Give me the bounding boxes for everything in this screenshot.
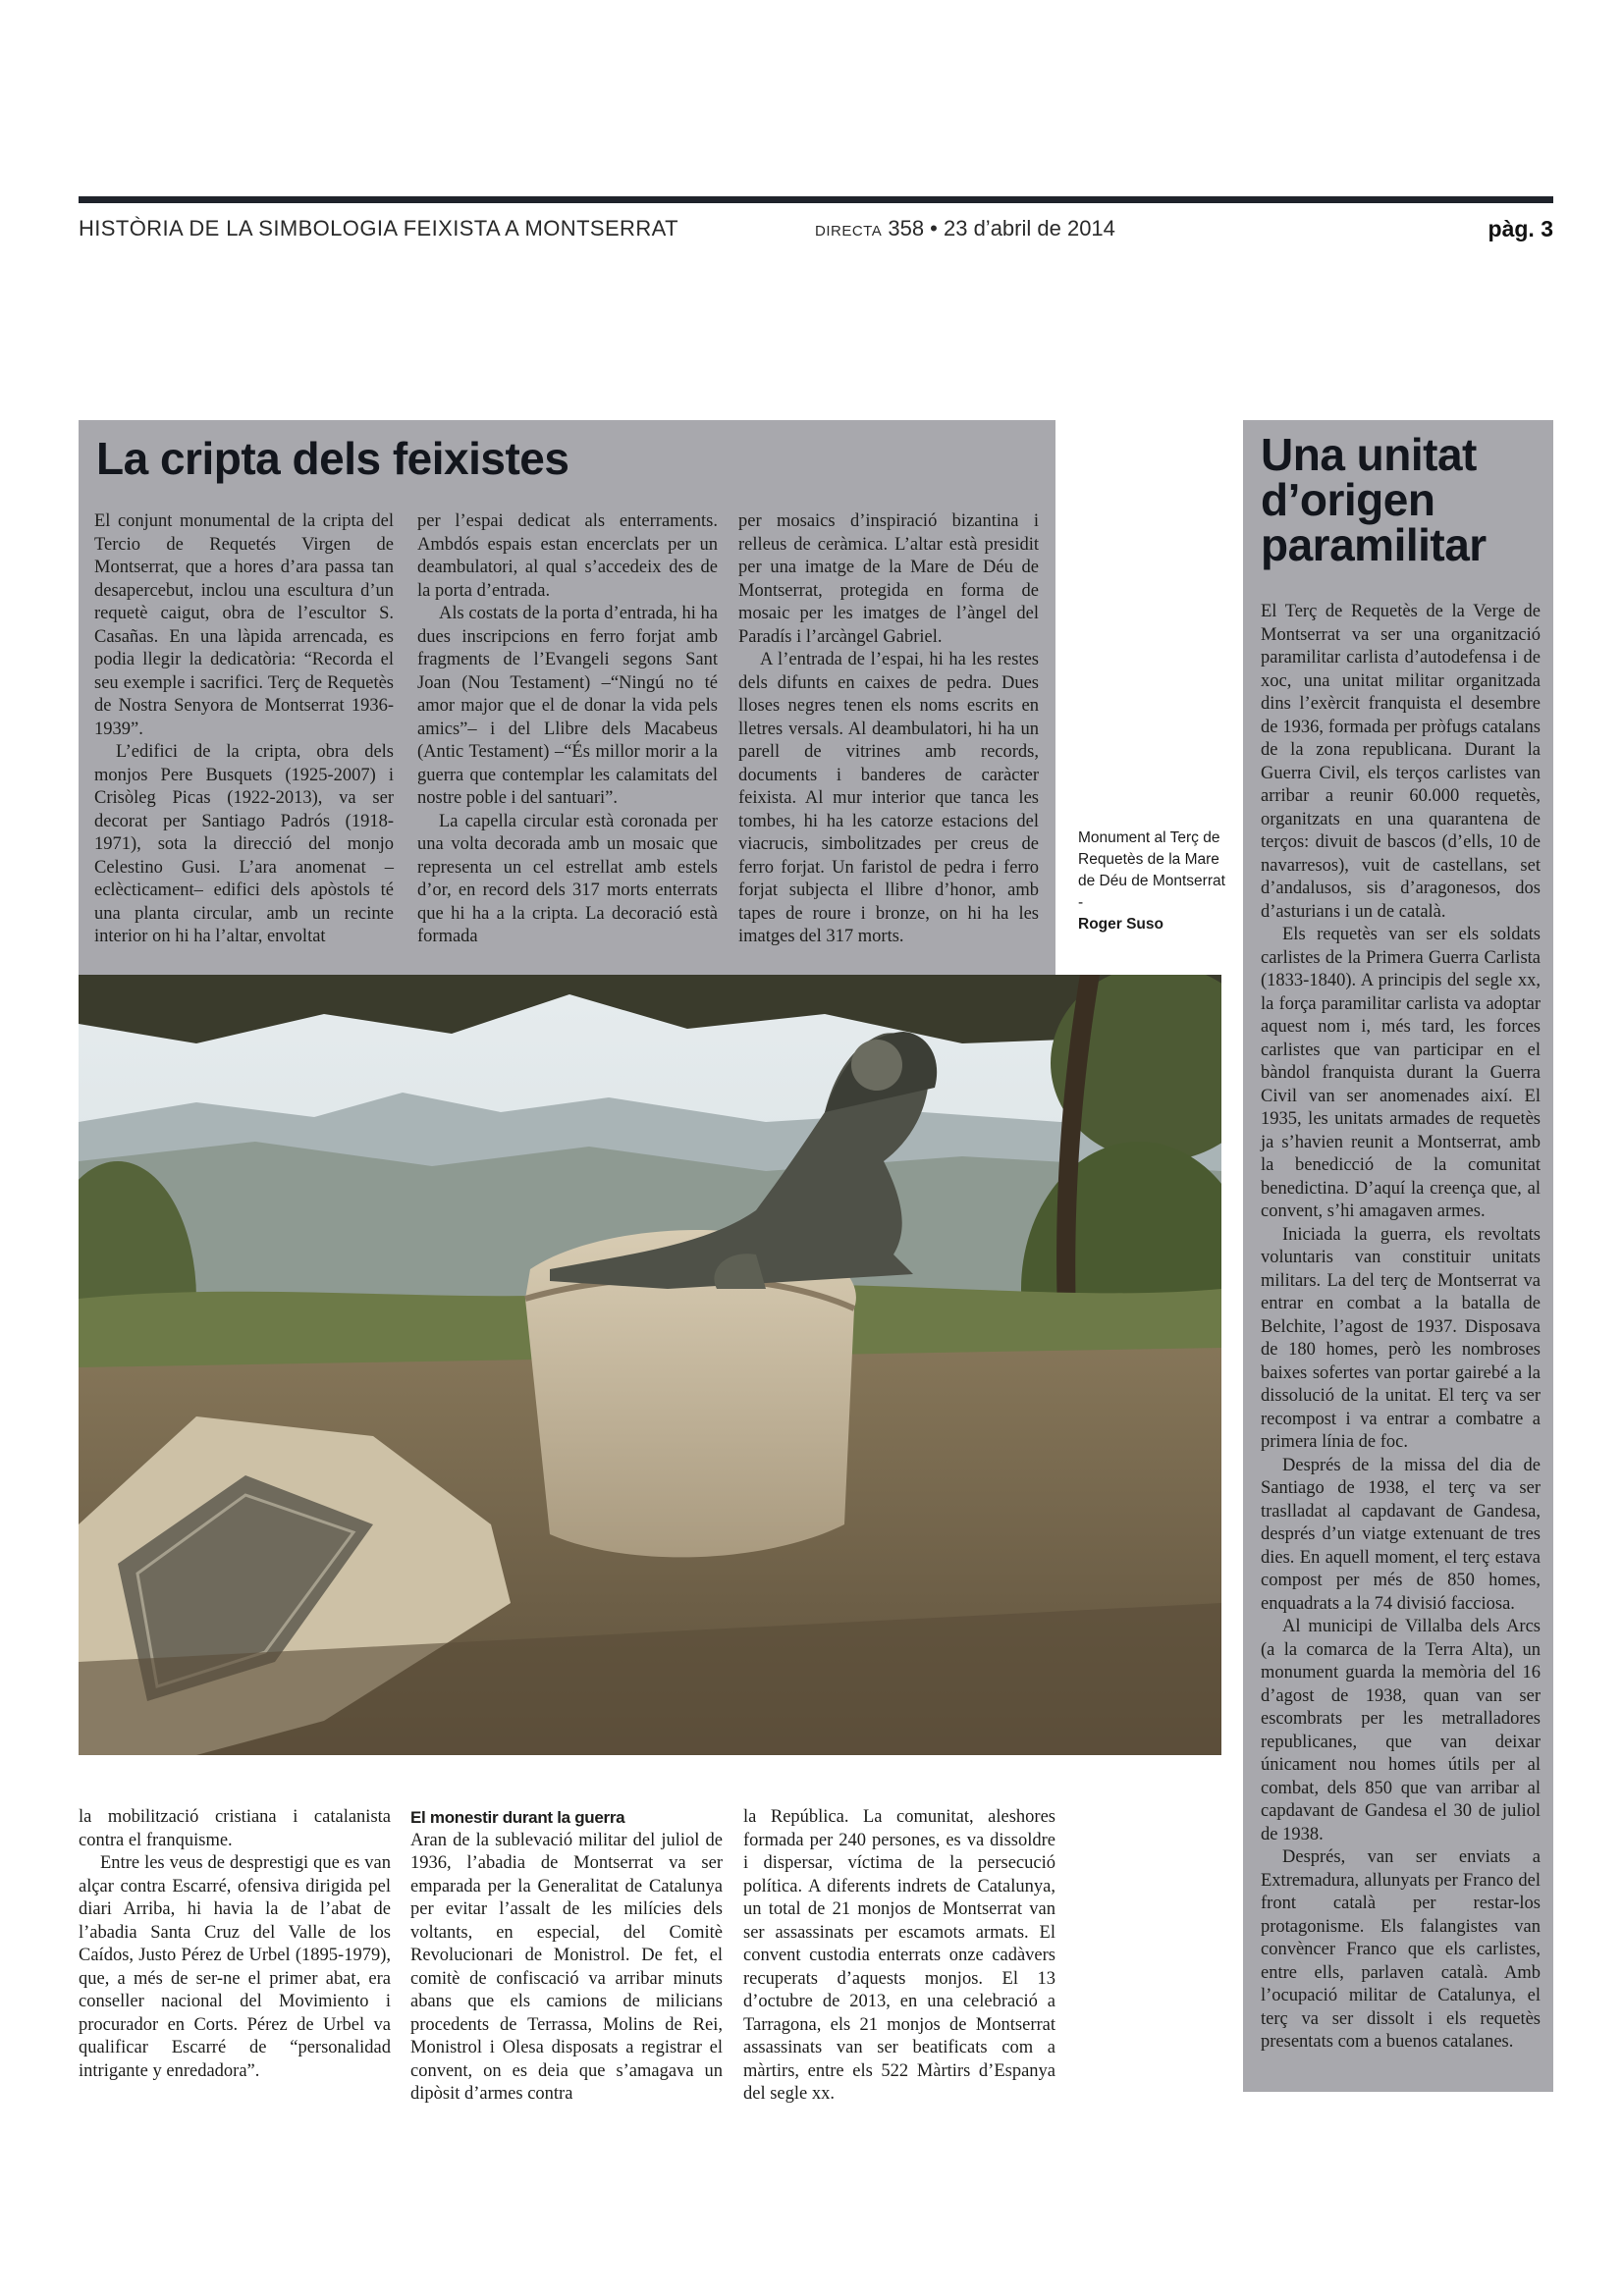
paragraph: L’edifici de la cripta, obra dels monjos Pere Busquets (1925-2007) i Crisòleg Picas (1922-2013), va ser decorat per Santiago Padrós (1918-1971), sota la direcció del monjo Celestino Gusi. L’ara anomenat –eclècticament– edifici dels apòstols té una planta circular, amb un recinte interior on hi ha l’altar, envoltat xyxy=(94,742,394,946)
page-number: pàg. 3 xyxy=(1488,216,1553,241)
paragraph: Els requetès van ser els soldats carlistes de la Primera Guerra Carlista (1833-1840). A principis del segle xx, la força paramilitar carlista va adoptar aquest nom i, més tard, les forces carlistes que van participar en el bàndol franquista durant la Guerra Civil van ser anomenades així. El 1935, les unitats armades de requetès ja s’havien reunit a Montserrat, amb la benedicció de la comunitat benedictina. D’aquí la creença que, al convent, s’hi amagaven armes. xyxy=(1261,925,1541,1221)
paragraph: la mobilització cristiana i catalanista contra el franquisme. xyxy=(79,1807,391,1850)
sidebar-column xyxy=(1261,601,1541,2055)
article-column-2 xyxy=(417,510,718,949)
issue-number-date: 358 • 23 d’abril de 2014 xyxy=(888,216,1115,240)
paragraph: Als costats de la porta d’entrada, hi ha dues inscripcions en ferro forjat amb fragments de l’Evangeli segons Sant Joan (Nou Testament) –“Ningú no té amor major que el de donar la vida pels amics”– i del Llibre dels Macabeus (Antic Testament) –“És millor morir a la guerra que contemplar les calamitats del nostre poble i del santuari”. xyxy=(417,604,718,808)
photo-credit: Roger Suso xyxy=(1078,916,1163,933)
paragraph: Aran de la sublevació militar del juliol de 1936, l’abadia de Montserrat va ser emparada per la Generalitat de Catalunya per evitar l’assalt de les milícies dels voltants, en especial, del Comitè Revolucionari de Monistrol. De fet, el comitè de confiscació va arribar minuts abans que els camions de milicians procedents de Terrassa, Molins de Rei, Monistrol i Olesa disposats a registrar el convent, on es deia que s’amagava un dipòsit d’armes contra xyxy=(410,1830,723,2104)
paragraph: la República. La comunitat, aleshores formada per 240 persones, es va dissoldre i dispersar, víctima de la persecució política. A diferents indrets de Catalunya, un total de 21 monjos de Montserrat van ser assassinats per escamots armats. El convent custodia enterrats onze cadàvers recuperats d’aquests monjos. El 13 d’octubre de 2013, en una celebració a Tarragona, els 21 monjos de Montserrat assassinats van ser beatificats com a màrtirs, entre els 522 Màrtirs d’Espanya del segle xx. xyxy=(743,1807,1055,2104)
paragraph: Després, van ser enviats a Extremadura, allunyats per Franco del front català per restar-los protagonisme. Els falangistes van convèncer Franco que els carlistes, entre ells, parlaven català. Amb l’ocupació militar de Catalunya, el terç va ser dissolt i els requetès presentats com a buenos catalanes. xyxy=(1261,1847,1541,2052)
photo-caption xyxy=(1078,828,1225,935)
paragraph: El conjunt monumental de la cripta del Tercio de Requetés Virgen de Montserrat, que a hores d’ara passa tan desapercebut, inclou una escultura d’un requetè caigut, obra de l’escultor S. Casañas. En una làpida arrencada, es podia llegir la dedicatòria: “Recorda el seu exemple i sacrifici. Terç de Requetès de Nostra Senyora de Montserrat 1936-1939”. xyxy=(94,511,394,739)
paragraph: Entre les veus de desprestigi que es van alçar contra Escarré, ofensiva dirigida pel diari Arriba, hi havia la de l’abat de l’abadia Santa Cruz del Valle de los Caídos, Justo Pérez de Urbel (1895-1979), que, a més de ser-ne el primer abat, era conseller nacional del Movimiento i procurador en Corts. Pérez de Urbel va qualificar Escarré de “personalidad intrigante y enredadora”. xyxy=(79,1853,391,2081)
paragraph: El Terç de Requetès de la Verge de Montserrat va ser una organització paramilitar carlista d’autodefensa i de xoc, una unitat militar organitzada dins l’exèrcit franquista el desembre de 1936, formada per pròfugs catalans de la zona republicana. Durant la Guerra Civil, els terços carlistes van arribar a reunir 60.000 requetès, organitzats en una quarantena de terços: divuit de bascos (d’ells, 10 de navarresos), vuit de castellans, set d’andalusos, sis d’aragonesos, dos d’asturians i un de català. xyxy=(1261,602,1541,922)
monument-photo-illustration xyxy=(79,975,1221,1755)
paragraph: A l’entrada de l’espai, hi ha les restes dels difunts en caixes de pedra. Dues lloses negres tenen els noms escrits en lletres versals. Al deambulatori, hi ha un parell de vitrines amb records, documents i banderes de caràcter feixista. Al mur interior que tanca les tombes, hi ha les catorze estacions del viacrucis, simbolitzades per creus de ferro forjat. Un faristol de pedra i ferro forjat subjecta el llibre d’honor, amb tapes de roure i bronze, on hi ha les imatges del 317 morts. xyxy=(738,650,1039,946)
sidebar-title: Una unitat d’origen paramilitar xyxy=(1261,429,1487,570)
bottom-column-1 xyxy=(79,1806,391,2083)
monument-photo xyxy=(79,975,1221,1755)
bottom-column-3 xyxy=(743,1806,1055,2107)
section-title: HISTÒRIA DE LA SIMBOLOGIA FEIXISTA A MONTSERRAT xyxy=(79,216,678,240)
issue-info xyxy=(815,216,1115,241)
article-column-3 xyxy=(738,510,1039,949)
bottom-column-2 xyxy=(410,1806,723,2107)
article-title: La cripta dels feixistes xyxy=(96,433,569,484)
paragraph: per l’espai dedicat als enterraments. Ambdós espais estan encerclats per un deambulatori, al qual s’accedeix des de la porta d’entrada. xyxy=(417,511,718,601)
paragraph: La capella circular està coronada per una volta decorada amb un mosaic que representa un cel estrellat amb estels d’or, en record dels 317 morts enterrats que hi ha a la cripta. La decoració està formada xyxy=(417,811,718,946)
article-column-1 xyxy=(94,510,394,949)
paragraph: Iniciada la guerra, els revoltats voluntaris van constituir unitats militars. La del terç de Montserrat va entrar en combat a la batalla de Belchite, l’agost de 1937. Disposava de 180 homes, però les nombroses baixes sofertes van portar gairebé a la dissolució de la unitat. El terç va ser recompost i va entrar a combatre a primera línia de foc. xyxy=(1261,1224,1541,1452)
paragraph: Al municipi de Villalba dels Arcs (a la comarca de la Terra Alta), un monument guarda la memòria del 16 d’agost de 1938, quan van ser escombrats per les metralladores republicanes, que van deixar únicament nou homes útils per al combat, dels 850 que van arribar al capdavant de Gandesa el 30 de juliol de 1938. xyxy=(1261,1617,1541,1844)
subheading: El monestir durant la guerra xyxy=(410,1808,625,1827)
paragraph: per mosaics d’inspiració bizantina i relleus de ceràmica. L’altar està presidit per una imatge de la Mare de Déu de Montserrat, protegida en forma de mosaic per les imatges de l’àngel del Paradís i l’arcàngel Gabriel. xyxy=(738,511,1039,647)
caption-separator: - xyxy=(1078,894,1084,911)
paragraph: Després de la missa del dia de Santiago de 1938, el terç va ser traslladat al capdavant de Gandesa, després d’un viatge extenuant de tres dies. En aquell moment, el terç estava compost per més de 850 homes, enquadrats a la 74 divisió facciosa. xyxy=(1261,1455,1541,1614)
publication-name: DIRECTA xyxy=(815,223,883,240)
header-rule xyxy=(79,196,1553,203)
caption-text: Monument al Terç de Requetès de la Mare de Déu de Montserrat xyxy=(1078,829,1225,889)
